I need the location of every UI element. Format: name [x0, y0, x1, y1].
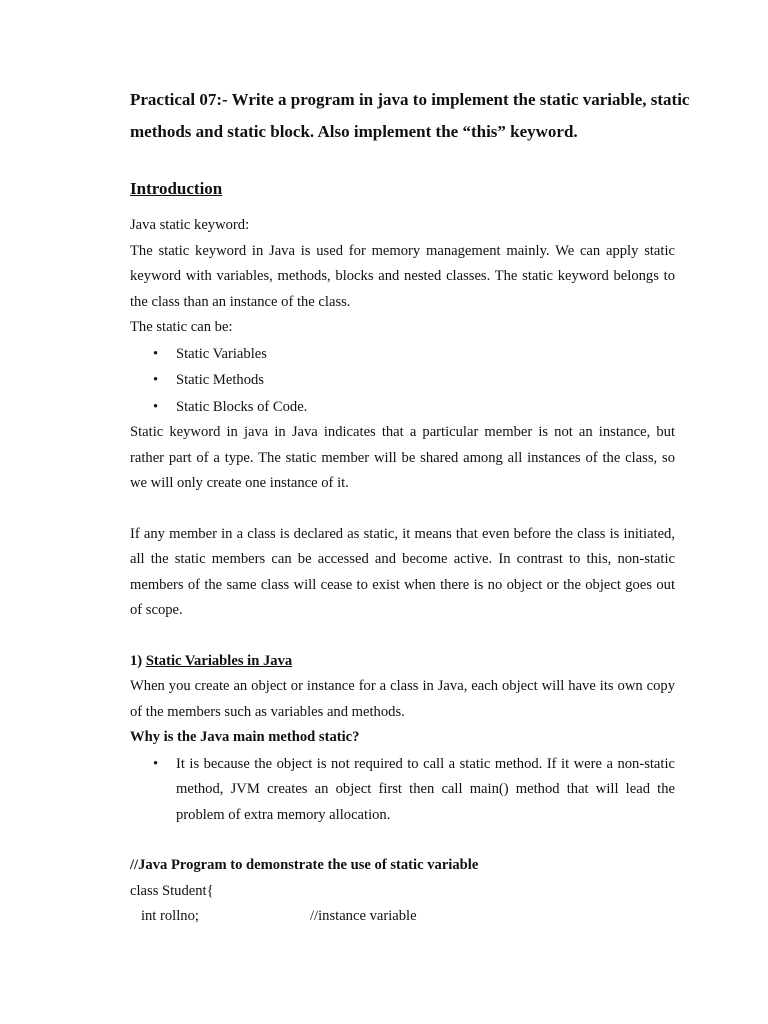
bullet-icon: • [153, 755, 159, 772]
static-keyword-paragraph: The static keyword in Java is used for memory management mainly. We can apply static keyword with variables, methods, blocks and nested classes. The static keyword belongs to the class than an instance of the class. [130, 242, 675, 310]
list-item: • Static Methods [130, 368, 675, 394]
static-kinds-list [130, 342, 675, 421]
document-body [130, 213, 675, 930]
static-keyword-label: Java static keyword: [130, 217, 250, 233]
static-can-be-label: The static can be: [130, 319, 233, 335]
practical-title: Practical 07:- Write a program in java to implement the static variable, static methods and static block. Also implement the “this” keyword. [130, 90, 690, 141]
bullet-icon: • [153, 345, 159, 362]
list-item: • Static Variables [130, 342, 675, 368]
static-member-scope-paragraph: If any member in a class is declared as static, it means that even before the class is initiated, all the static members can be accessed and become active. In contrast to this, non-static members of the same class will cease to exist when there is no object or the object goes out of scope. [130, 525, 675, 618]
code-line: class Student{ [130, 882, 214, 899]
list-item: • It is because the object is not required to call a static method. If it were a non-static method, JVM creates an object first then call main() method that will lead the problem of extra memory allocation. [130, 752, 675, 829]
bullet-icon: • [153, 372, 159, 388]
static-variables-heading: 1) Static Variables in Java [130, 652, 293, 669]
code-line: int rollno; //instance variable [130, 908, 417, 924]
bullet-icon: • [153, 398, 159, 415]
main-method-answer-list [130, 752, 675, 829]
main-method-question: Why is the Java main method static? [130, 729, 360, 745]
list-item: • Static Blocks of Code. [130, 395, 675, 421]
introduction-heading: Introduction [130, 179, 223, 198]
code-comment-heading: //Java Program to demonstrate the use of static variable [130, 857, 479, 873]
static-member-paragraph: Static keyword in java in Java indicates that a particular member is not an instance, but rather part of a type. The static member will be shared among all instances of the class, so we will only create one instance of it. [130, 424, 675, 491]
static-variables-paragraph: When you create an object or instance for a class in Java, each object will have its own copy of the members such as variables and methods. [130, 678, 675, 720]
